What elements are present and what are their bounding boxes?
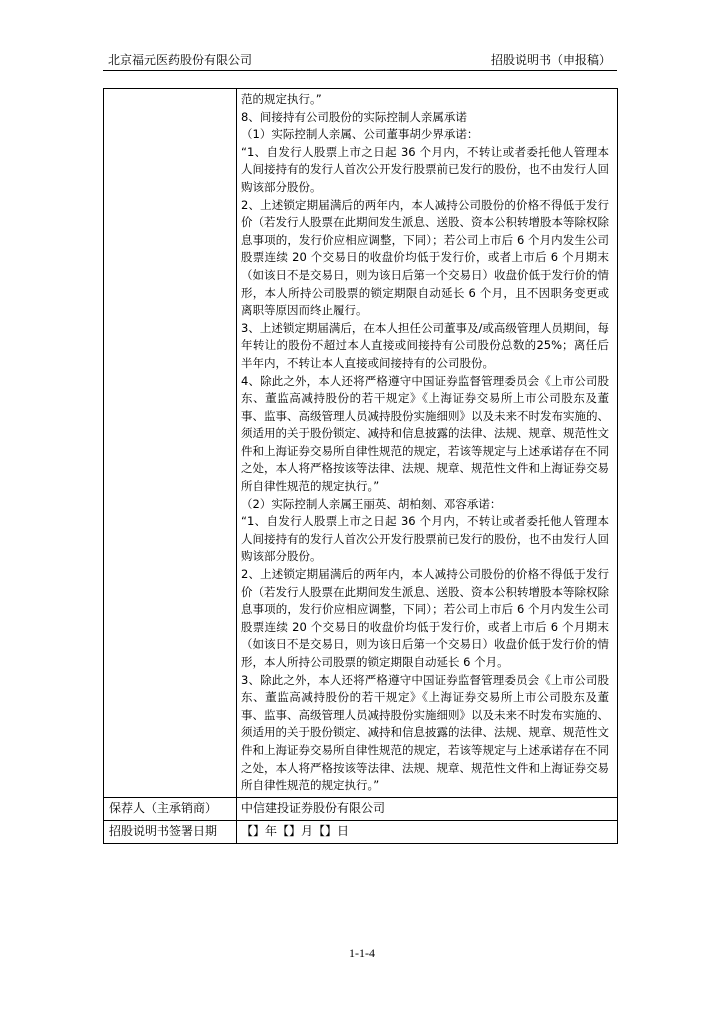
content-paragraph: “1、自发行人股票上市之日起 36 个月内，不转让或者委托他人管理本人间接持有的发行人首次公开发行股票前已发行的股份，也不由发行人回购该部分股份。 [241, 514, 609, 564]
content-paragraph: “1、自发行人股票上市之日起 36 个月内，不转让或者委托他人管理本人间接持有的发行人首次公开发行股票前已发行的股份，也不由发行人回购该部分股份。 [241, 144, 609, 194]
info-table [103, 88, 618, 844]
signing-date-label: 招股说明书签署日期 [104, 820, 237, 843]
content-paragraph: 2、上述锁定期届满后的两年内，本人减持公司股份的价格不得低于发行价（若发行人股票在此期间发生派息、送股、资本公积转增股本等除权除息事项的，发行价应相应调整，下同）；若公司上市后 6 个月内发生公司股票连续 20 个交易日的收盘价均低于发行价，或者上市后 6 个月期末（如该日不是交易日，则为该日后第一个交易日）收盘价低于发行价的情形，本人所持公司股票的锁定期限自动延长 6 个月。 [241, 567, 609, 669]
sponsor-row [104, 797, 618, 820]
page-number: 1-1-4 [349, 946, 375, 960]
content-paragraph: （1）实际控制人亲属、公司董事胡少界承诺： [241, 127, 479, 142]
page-header [103, 50, 617, 71]
content-paragraph: 范的规定执行。” [241, 92, 322, 106]
commitments-row [104, 89, 618, 798]
commitments-label-cell [104, 89, 237, 798]
signing-date-row [104, 820, 618, 843]
commitments-content-cell [237, 89, 618, 798]
signing-date-value: 【】年【】月【】日 [237, 820, 618, 843]
header-company-name: 北京福元医药股份有限公司 [108, 53, 253, 67]
header-document-title: 招股说明书（申报稿） [490, 53, 611, 67]
content-paragraph: 8、间接持有公司股份的实际控制人亲属承诺 [241, 109, 467, 124]
content-paragraph: 4、除此之外，本人还将严格遵守中国证券监督管理委员会《上市公司股东、董监高减持股份的若干规定》《上海证券交易所上市公司股东及董事、监事、高级管理人员减持股份实施细则》以及未来不时发布实施的、须适用的关于股份锁定、减持和信息披露的法律、法规、规章、规范性文件和上海证券交易所自律性规范的规定，若该等规定与上述承诺存在不同之处，本人将严格按该等法律、法规、规章、规范性文件和上海证券交易所自律性规范的规定执行。” [241, 373, 609, 494]
content-paragraph: （2）实际控制人亲属王丽英、胡柏刻、邓容承诺： [241, 496, 502, 511]
content-paragraph: 3、除此之外，本人还将严格遵守中国证券监督管理委员会《上市公司股东、董监高减持股份的若干规定》《上海证券交易所上市公司股东及董事、监事、高级管理人员减持股份实施细则》以及未来不时发布实施的、须适用的关于股份锁定、减持和信息披露的法律、法规、规章、规范性文件和上海证券交易所自律性规范的规定，若该等规定与上述承诺存在不同之处，本人将严格按该等法律、法规、规章、规范性文件和上海证券交易所自律性规范的规定执行。” [241, 672, 609, 793]
sponsor-value: 中信建投证券股份有限公司 [237, 797, 618, 820]
content-paragraph: 3、上述锁定期届满后，在本人担任公司董事及/或高级管理人员期间，每年转让的股份不超过本人直接或间接持有公司股份总数的25%；离任后半年内，不转让本人直接或间接持有的公司股份。 [241, 320, 609, 370]
content-paragraph: 2、上述锁定期届满后的两年内，本人减持公司股份的价格不得低于发行价（若发行人股票在此期间发生派息、送股、资本公积转增股本等除权除息事项的，发行价应相应调整，下同）；若公司上市后 6 个月内发生公司股票连续 20 个交易日的收盘价均低于发行价，或者上市后 6 个月期末（如该日不是交易日，则为该日后第一个交易日）收盘价低于发行价的情形，本人所持公司股票的锁定期限自动延长 6 个月，且不因职务变更或离职等原因而终止履行。 [241, 197, 609, 318]
sponsor-label: 保荐人（主承销商） [104, 797, 237, 820]
